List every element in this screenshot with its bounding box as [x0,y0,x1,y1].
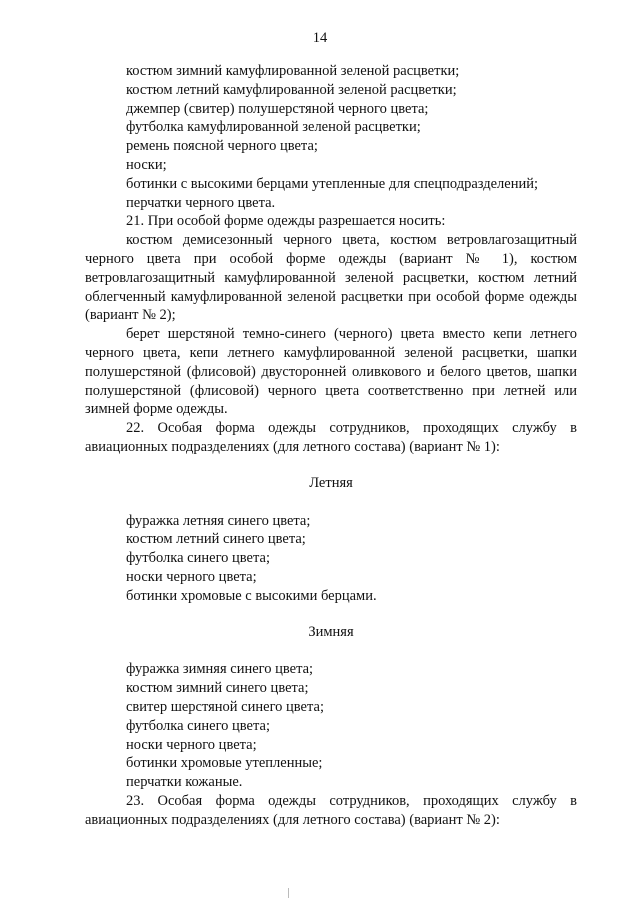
list-item: костюм зимний синего цвета; [126,680,309,697]
winter-items-list [85,660,577,792]
paragraph-21-costumes: костюм демисезонный черного цвета, костюм ветровлагозащитный черного цвета при особой форме одежды (вариант № 1), костюм ветровлагозащитный камуфлированной зеленой расцветки, костюм летний облегченный камуфлированной зеленой расцветки при особой форме одежды (вариант № 2); [85,232,577,324]
list-item: носки черного цвета; [126,736,257,753]
list-item: перчатки кожаные. [126,774,243,791]
paragraph-21: 21. При особой форме одежды разрешается носить: [126,213,446,230]
scan-artifact [288,888,289,898]
document-body [85,62,577,829]
list-item: носки черного цвета; [126,568,257,585]
paragraph-21-headwear: берет шерстяной темно-синего (черного) цвета вместо кепи летнего черного цвета, кепи летнего камуфлированной зеленой расцветки, шапки полушерстяной (флисовой) двусторонней оливкового и белого цветов, шапки полушерстяной (флисовой) черного цвета соответственно при летней или зимней форме одежды. [85,326,577,418]
list-item: костюм летний камуфлированной зеленой расцветки; [126,81,457,98]
list-item: футболка камуфлированной зеленой расцветки; [126,119,421,136]
heading-summer: Летняя [309,474,353,491]
summer-items-list [85,512,577,606]
uniform-items-list [85,62,577,212]
list-item: костюм зимний камуфлированной зеленой расцветки; [126,63,460,79]
page-number: 14 [312,30,328,46]
list-item: ботинки хромовые утепленные; [126,755,323,772]
list-item: ботинки хромовые с высокими берцами. [126,587,377,604]
paragraph-23: 23. Особая форма одежды сотрудников, проходящих службу в авиационных подразделениях (для летного состава) (вариант № 2): [85,792,577,828]
list-item: футболка синего цвета; [126,550,270,567]
list-item: джемпер (свитер) полушерстяной черного цвета; [126,100,429,117]
list-item: ремень поясной черного цвета; [126,138,318,155]
list-item: фуражка летняя синего цвета; [126,512,311,529]
paragraph-22: 22. Особая форма одежды сотрудников, проходящих службу в авиационных подразделениях (для летного состава) (вариант № 1): [85,420,577,455]
heading-winter: Зимняя [308,623,354,640]
list-item: ботинки с высокими берцами утепленные для спецподразделений; [126,175,539,192]
list-item: футболка синего цвета; [126,717,270,734]
list-item: перчатки черного цвета. [126,194,276,211]
list-item: свитер шерстяной синего цвета; [126,698,324,715]
list-item: фуражка зимняя синего цвета; [126,661,314,678]
list-item: костюм летний синего цвета; [126,531,306,548]
list-item: носки; [126,156,167,173]
